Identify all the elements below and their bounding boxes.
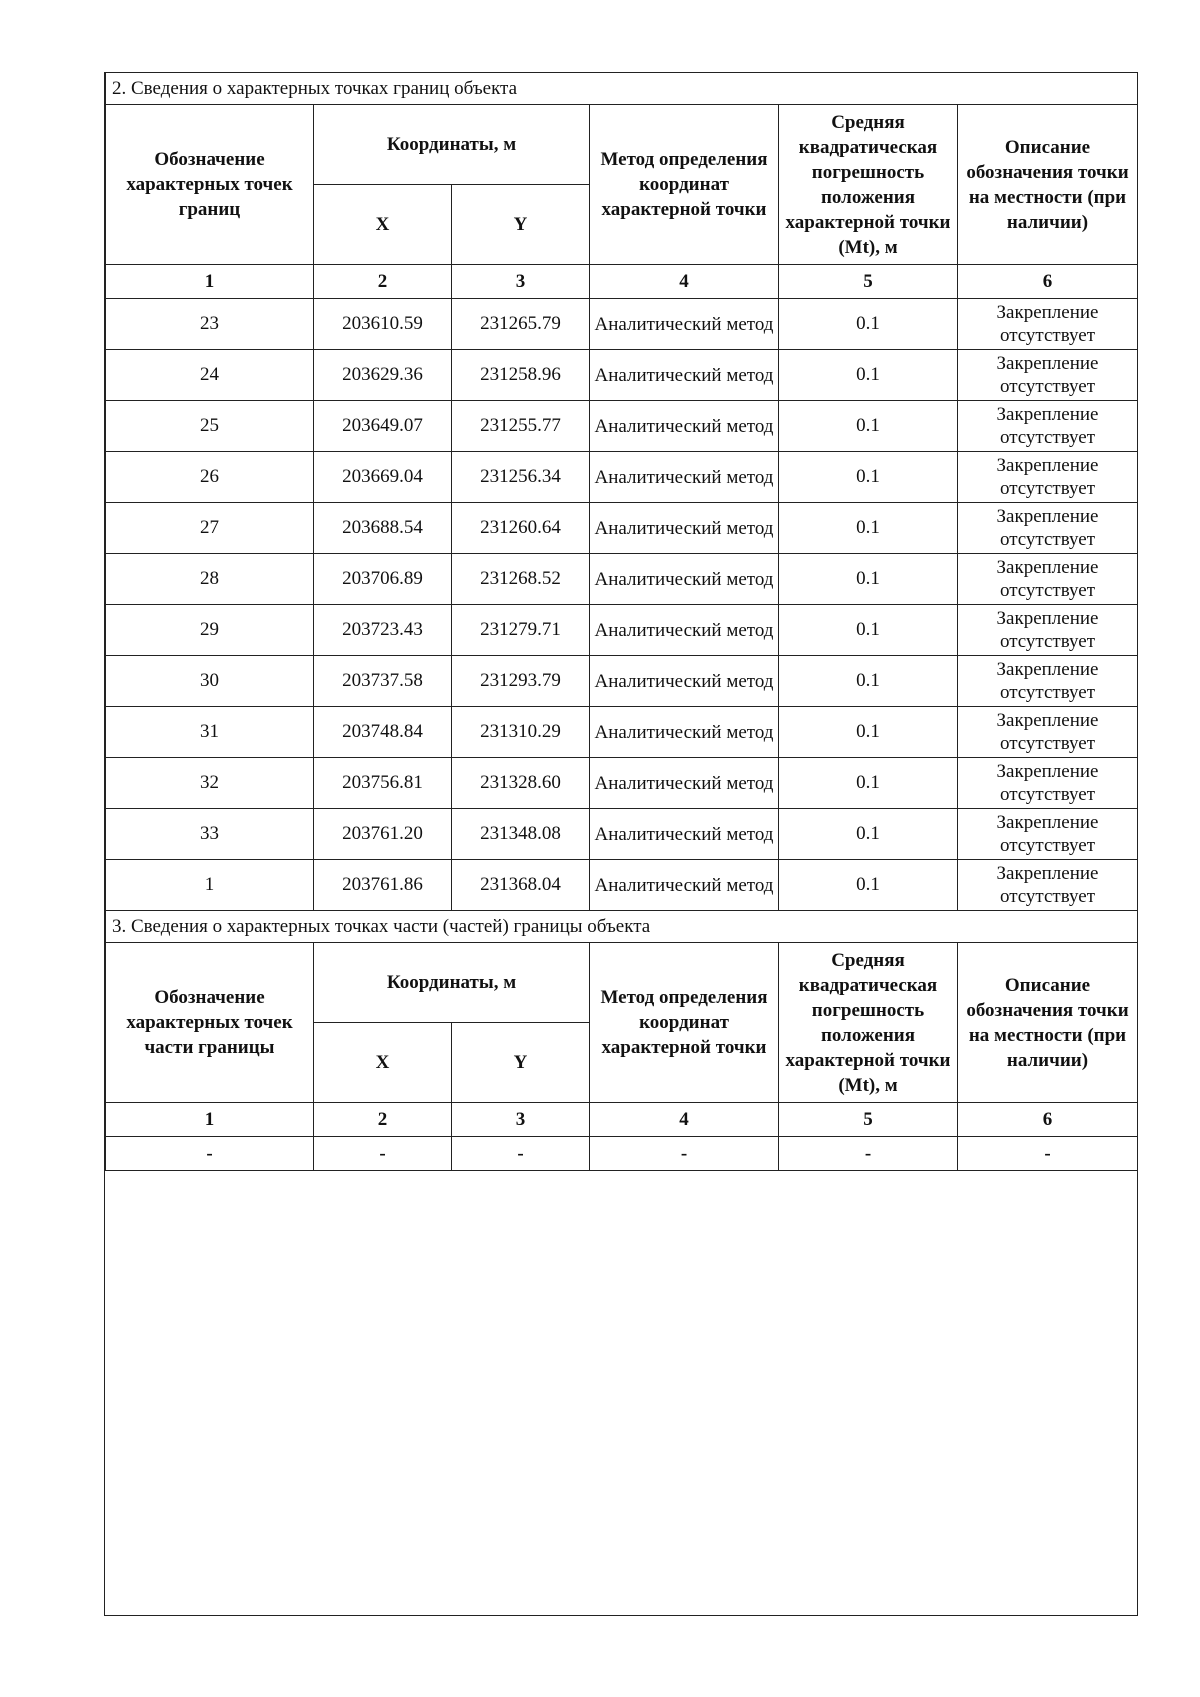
x-coordinate-cell: 203688.54 (314, 503, 452, 554)
header-error: Средняя квадратическая погрешность положения характерной точки (Mt), м (779, 105, 958, 265)
table-row (106, 707, 1138, 758)
col-number: 4 (590, 265, 779, 299)
description-cell: Закрепление отсутствует (958, 758, 1138, 809)
description-cell: Закрепление отсутствует (958, 554, 1138, 605)
mt-cell: 0.1 (779, 554, 958, 605)
table-row (106, 401, 1138, 452)
table-row (106, 758, 1138, 809)
empty-cell: - (106, 1137, 314, 1171)
description-cell: Закрепление отсутствует (958, 809, 1138, 860)
point-cell: 27 (106, 503, 314, 554)
empty-cell: - (590, 1137, 779, 1171)
col-number: 2 (314, 265, 452, 299)
y-coordinate-cell: 231258.96 (452, 350, 590, 401)
description-cell: Закрепление отсутствует (958, 299, 1138, 350)
point-cell: 26 (106, 452, 314, 503)
description-cell: Закрепление отсутствует (958, 401, 1138, 452)
method-cell: Аналитический метод (590, 554, 779, 605)
method-cell: Аналитический метод (590, 503, 779, 554)
mt-cell: 0.1 (779, 605, 958, 656)
y-coordinate-cell: 231255.77 (452, 401, 590, 452)
section3-title-row (106, 911, 1138, 943)
points-table (105, 73, 1138, 1171)
empty-cell: - (779, 1137, 958, 1171)
empty-cell: - (452, 1137, 590, 1171)
col-number: 6 (958, 265, 1138, 299)
header-error: Средняя квадратическая погрешность положения характерной точки (Mt), м (779, 943, 958, 1103)
section2-title-row (106, 73, 1138, 105)
point-cell: 25 (106, 401, 314, 452)
point-cell: 24 (106, 350, 314, 401)
section3-col-numbers (106, 1103, 1138, 1137)
mt-cell: 0.1 (779, 401, 958, 452)
x-coordinate-cell: 203761.20 (314, 809, 452, 860)
header-coords: Координаты, м (314, 943, 590, 1023)
description-cell: Закрепление отсутствует (958, 452, 1138, 503)
x-coordinate-cell: 203761.86 (314, 860, 452, 911)
description-cell: Закрепление отсутствует (958, 503, 1138, 554)
x-coordinate-cell: 203748.84 (314, 707, 452, 758)
y-coordinate-cell: 231279.71 (452, 605, 590, 656)
description-cell: Закрепление отсутствует (958, 605, 1138, 656)
y-coordinate-cell: 231368.04 (452, 860, 590, 911)
col-number: 4 (590, 1103, 779, 1137)
table-row (106, 299, 1138, 350)
y-coordinate-cell: 231265.79 (452, 299, 590, 350)
section3-header-row (106, 943, 1138, 1023)
description-cell: Закрепление отсутствует (958, 860, 1138, 911)
header-x: X (314, 185, 452, 265)
mt-cell: 0.1 (779, 656, 958, 707)
mt-cell: 0.1 (779, 707, 958, 758)
col-number: 3 (452, 1103, 590, 1137)
point-cell: 28 (106, 554, 314, 605)
method-cell: Аналитический метод (590, 299, 779, 350)
method-cell: Аналитический метод (590, 758, 779, 809)
y-coordinate-cell: 231260.64 (452, 503, 590, 554)
mt-cell: 0.1 (779, 809, 958, 860)
col-number: 6 (958, 1103, 1138, 1137)
y-coordinate-cell: 231328.60 (452, 758, 590, 809)
point-cell: 30 (106, 656, 314, 707)
x-coordinate-cell: 203737.58 (314, 656, 452, 707)
table-row (106, 656, 1138, 707)
x-coordinate-cell: 203756.81 (314, 758, 452, 809)
y-coordinate-cell: 231256.34 (452, 452, 590, 503)
mt-cell: 0.1 (779, 452, 958, 503)
point-cell: 31 (106, 707, 314, 758)
mt-cell: 0.1 (779, 350, 958, 401)
table-row (106, 452, 1138, 503)
section3-title: 3. Сведения о характерных точках части (частей) границы объекта (106, 911, 1138, 943)
header-description: Описание обозначения точки на местности (при наличии) (958, 943, 1138, 1103)
y-coordinate-cell: 231310.29 (452, 707, 590, 758)
method-cell: Аналитический метод (590, 809, 779, 860)
mt-cell: 0.1 (779, 758, 958, 809)
y-coordinate-cell: 231268.52 (452, 554, 590, 605)
header-method: Метод определения координат характерной точки (590, 105, 779, 265)
header-designation: Обозначение характерных точек части границы (106, 943, 314, 1103)
col-number: 3 (452, 265, 590, 299)
point-cell: 33 (106, 809, 314, 860)
table-row (106, 605, 1138, 656)
section2-header-row (106, 105, 1138, 185)
mt-cell: 0.1 (779, 503, 958, 554)
header-y: Y (452, 185, 590, 265)
header-method: Метод определения координат характерной точки (590, 943, 779, 1103)
col-number: 1 (106, 1103, 314, 1137)
table-row (106, 554, 1138, 605)
description-cell: Закрепление отсутствует (958, 707, 1138, 758)
col-number: 5 (779, 265, 958, 299)
method-cell: Аналитический метод (590, 860, 779, 911)
y-coordinate-cell: 231293.79 (452, 656, 590, 707)
col-number: 5 (779, 1103, 958, 1137)
method-cell: Аналитический метод (590, 401, 779, 452)
point-cell: 23 (106, 299, 314, 350)
header-coords: Координаты, м (314, 105, 590, 185)
header-x: X (314, 1023, 452, 1103)
description-cell: Закрепление отсутствует (958, 656, 1138, 707)
empty-cell: - (958, 1137, 1138, 1171)
method-cell: Аналитический метод (590, 452, 779, 503)
table-row (106, 503, 1138, 554)
header-description: Описание обозначения точки на местности (при наличии) (958, 105, 1138, 265)
section2-title: 2. Сведения о характерных точках границ объекта (106, 73, 1138, 105)
x-coordinate-cell: 203610.59 (314, 299, 452, 350)
x-coordinate-cell: 203706.89 (314, 554, 452, 605)
method-cell: Аналитический метод (590, 350, 779, 401)
col-number: 1 (106, 265, 314, 299)
section3-empty-row (106, 1137, 1138, 1171)
header-y: Y (452, 1023, 590, 1103)
point-cell: 1 (106, 860, 314, 911)
document-frame (104, 72, 1138, 1616)
empty-cell: - (314, 1137, 452, 1171)
point-cell: 29 (106, 605, 314, 656)
section2-rows (106, 299, 1138, 911)
x-coordinate-cell: 203629.36 (314, 350, 452, 401)
point-cell: 32 (106, 758, 314, 809)
x-coordinate-cell: 203723.43 (314, 605, 452, 656)
method-cell: Аналитический метод (590, 656, 779, 707)
method-cell: Аналитический метод (590, 707, 779, 758)
section2-col-numbers (106, 265, 1138, 299)
method-cell: Аналитический метод (590, 605, 779, 656)
header-designation: Обозначение характерных точек границ (106, 105, 314, 265)
table-row (106, 809, 1138, 860)
x-coordinate-cell: 203649.07 (314, 401, 452, 452)
col-number: 2 (314, 1103, 452, 1137)
x-coordinate-cell: 203669.04 (314, 452, 452, 503)
table-row (106, 350, 1138, 401)
description-cell: Закрепление отсутствует (958, 350, 1138, 401)
mt-cell: 0.1 (779, 299, 958, 350)
y-coordinate-cell: 231348.08 (452, 809, 590, 860)
mt-cell: 0.1 (779, 860, 958, 911)
table-row (106, 860, 1138, 911)
